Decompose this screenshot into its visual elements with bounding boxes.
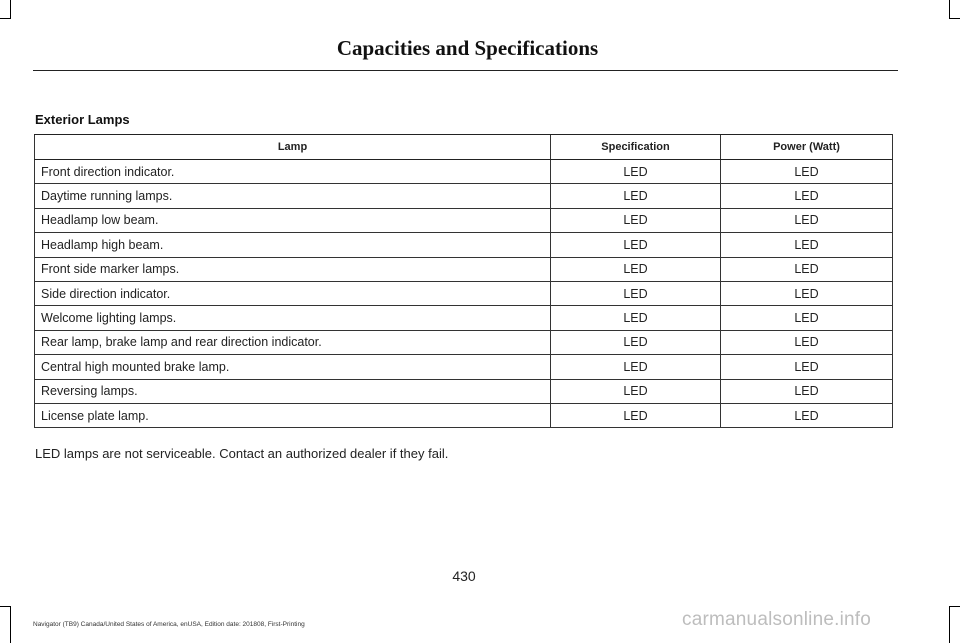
column-header-power: Power (Watt) [721, 135, 893, 160]
section-heading: Exterior Lamps [35, 112, 130, 127]
lamp-cell: Central high mounted brake lamp. [35, 355, 551, 379]
edition-info: Navigator (TB9) Canada/United States of America, enUSA, Edition date: 201808, First-Printing [33, 621, 305, 628]
specification-cell: LED [551, 208, 721, 232]
crop-mark-top-right-v [949, 0, 950, 18]
crop-mark-bottom-left-h [0, 606, 11, 607]
column-header-specification: Specification [551, 135, 721, 160]
page-title: Capacities and Specifications [336, 36, 599, 60]
table-row [35, 403, 893, 427]
crop-mark-top-left-v [10, 0, 11, 18]
table-row [35, 208, 893, 232]
page-number: 430 [452, 568, 476, 584]
specification-cell: LED [551, 403, 721, 427]
specification-cell: LED [551, 306, 721, 330]
power-cell: LED [721, 281, 893, 305]
crop-mark-top-right-h [949, 18, 960, 19]
power-cell: LED [721, 184, 893, 208]
watermark: carmanualsonline.info [682, 609, 872, 630]
lamp-cell: License plate lamp. [35, 403, 551, 427]
table-row [35, 330, 893, 354]
lamp-cell: Headlamp high beam. [35, 233, 551, 257]
table-row [35, 379, 893, 403]
table-row [35, 160, 893, 184]
crop-mark-bottom-right-v [949, 606, 950, 643]
column-header-lamp: Lamp [35, 135, 551, 160]
power-cell: LED [721, 160, 893, 184]
lamp-cell: Side direction indicator. [35, 281, 551, 305]
specification-cell: LED [551, 233, 721, 257]
table-row [35, 257, 893, 281]
power-cell: LED [721, 355, 893, 379]
specification-cell: LED [551, 184, 721, 208]
table-row [35, 355, 893, 379]
table-row [35, 281, 893, 305]
power-cell: LED [721, 330, 893, 354]
specification-cell: LED [551, 379, 721, 403]
lamp-cell: Reversing lamps. [35, 379, 551, 403]
table-header-row [35, 135, 893, 160]
power-cell: LED [721, 306, 893, 330]
title-divider [33, 70, 898, 71]
crop-mark-bottom-right-h [949, 606, 960, 607]
lamp-cell: Welcome lighting lamps. [35, 306, 551, 330]
crop-mark-top-left-h [0, 18, 11, 19]
specification-cell: LED [551, 330, 721, 354]
lamp-cell: Daytime running lamps. [35, 184, 551, 208]
specification-cell: LED [551, 355, 721, 379]
table-row [35, 184, 893, 208]
power-cell: LED [721, 379, 893, 403]
crop-mark-bottom-left-v [10, 606, 11, 643]
specification-cell: LED [551, 257, 721, 281]
lamp-cell: Front direction indicator. [35, 160, 551, 184]
power-cell: LED [721, 403, 893, 427]
specification-cell: LED [551, 281, 721, 305]
table-row [35, 306, 893, 330]
lamp-cell: Rear lamp, brake lamp and rear direction indicator. [35, 330, 551, 354]
service-note: LED lamps are not serviceable. Contact an authorized dealer if they fail. [35, 446, 449, 461]
power-cell: LED [721, 257, 893, 281]
lamp-cell: Headlamp low beam. [35, 208, 551, 232]
power-cell: LED [721, 208, 893, 232]
table-row [35, 233, 893, 257]
lamp-cell: Front side marker lamps. [35, 257, 551, 281]
power-cell: LED [721, 233, 893, 257]
specification-cell: LED [551, 160, 721, 184]
exterior-lamps-table [34, 134, 893, 428]
